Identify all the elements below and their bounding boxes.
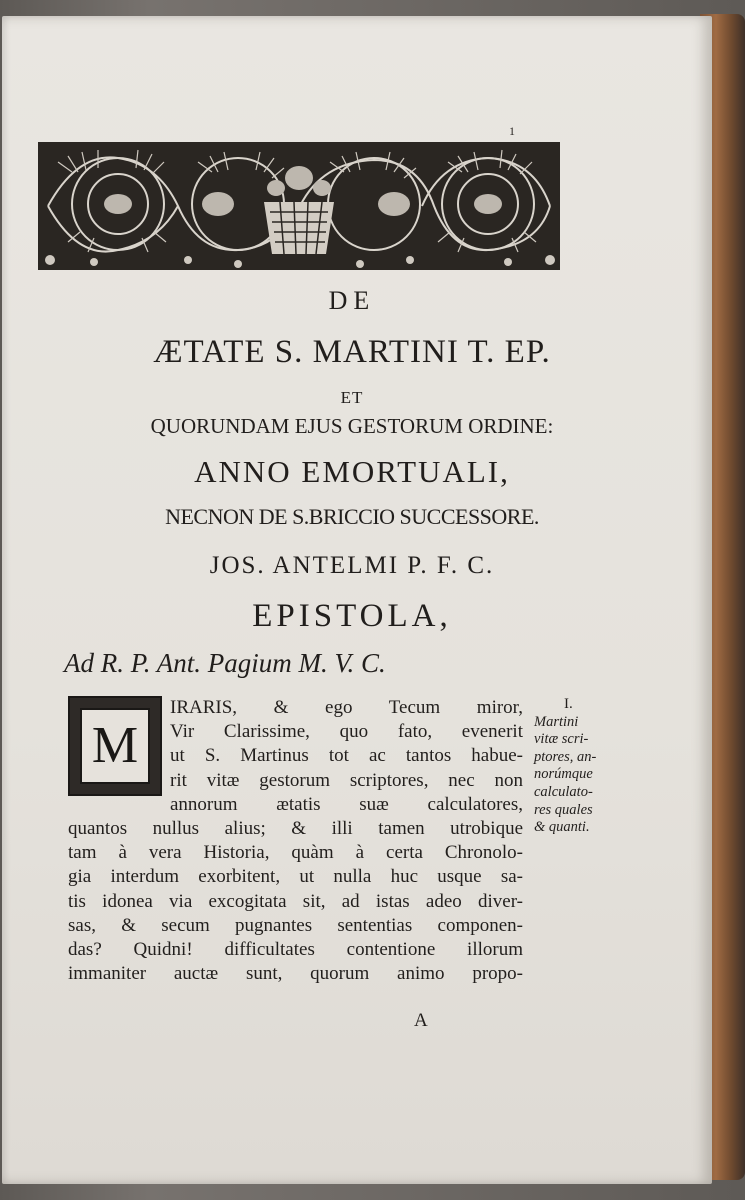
body-line: ut S. Martinus tot ac tantos habue-: [170, 745, 523, 767]
marginal-note-line: vitæ scri-: [534, 731, 589, 748]
title-de: DE: [328, 286, 376, 315]
body-line: gia interdum exorbitent, ut nulla huc usque sa-: [68, 866, 523, 888]
body-line: tis idonea via excogitata sit, ad istas adeo diver-: [68, 890, 523, 912]
marginal-note-line: calculato-: [534, 783, 593, 800]
title-et: ET: [340, 388, 364, 407]
author-line: JOS. ANTELMI P. F. C.: [209, 552, 495, 579]
decorated-initial: [68, 696, 162, 796]
marginal-note: [534, 696, 628, 837]
title-anno: ANNO EMORTUALI,: [194, 454, 510, 489]
title-epistola: EPISTOLA,: [252, 598, 452, 634]
marginal-note-line: norúmque: [534, 766, 593, 783]
book-page: [2, 16, 712, 1184]
body-line: IRARIS, & ego Tecum miror,: [170, 697, 523, 718]
addressee-line: Ad R. P. Ant. Pagium M. V. C.: [64, 648, 386, 678]
body-line: sas, & secum pugnantes sententias componen-: [68, 914, 523, 936]
initial-letter: M: [91, 717, 139, 774]
body-line: annorum ætatis suæ calculatores,: [170, 793, 523, 815]
marginal-note-line: res quales: [534, 801, 593, 818]
body-line: quantos nullus alius; & illi tamen utrobique: [68, 817, 523, 839]
body-line: tam à vera Historia, quàm à certa Chronolo-: [68, 842, 523, 864]
marginal-note-line: & quanti.: [534, 819, 590, 836]
title-aetate: ÆTATE S. MARTINI T. EP.: [153, 334, 551, 370]
body-line: das? Quidni! difficultates contentione illorum: [68, 938, 523, 960]
body-line: Vir Clarissime, quo fato, evenerit: [170, 721, 523, 743]
title-quorundam: QUORUNDAM EJUS GESTORUM ORDINE:: [150, 414, 554, 438]
body-line: immaniter auctæ sunt, quorum animo propo-: [68, 963, 523, 985]
initial-frame: [80, 708, 150, 784]
body-line: rit vitæ gestorum scriptores, nec non: [170, 769, 523, 791]
marginal-note-number: I.: [564, 696, 573, 712]
page-number: 1: [509, 124, 515, 138]
catchword: A: [414, 1010, 428, 1031]
ornamental-headpiece: [38, 142, 560, 270]
marginal-note-line: ptores, an-: [534, 748, 597, 765]
title-necnon: NECNON DE S.BRICCIO SUCCESSORE.: [165, 504, 539, 529]
marginal-note-line: Martini: [534, 713, 579, 730]
